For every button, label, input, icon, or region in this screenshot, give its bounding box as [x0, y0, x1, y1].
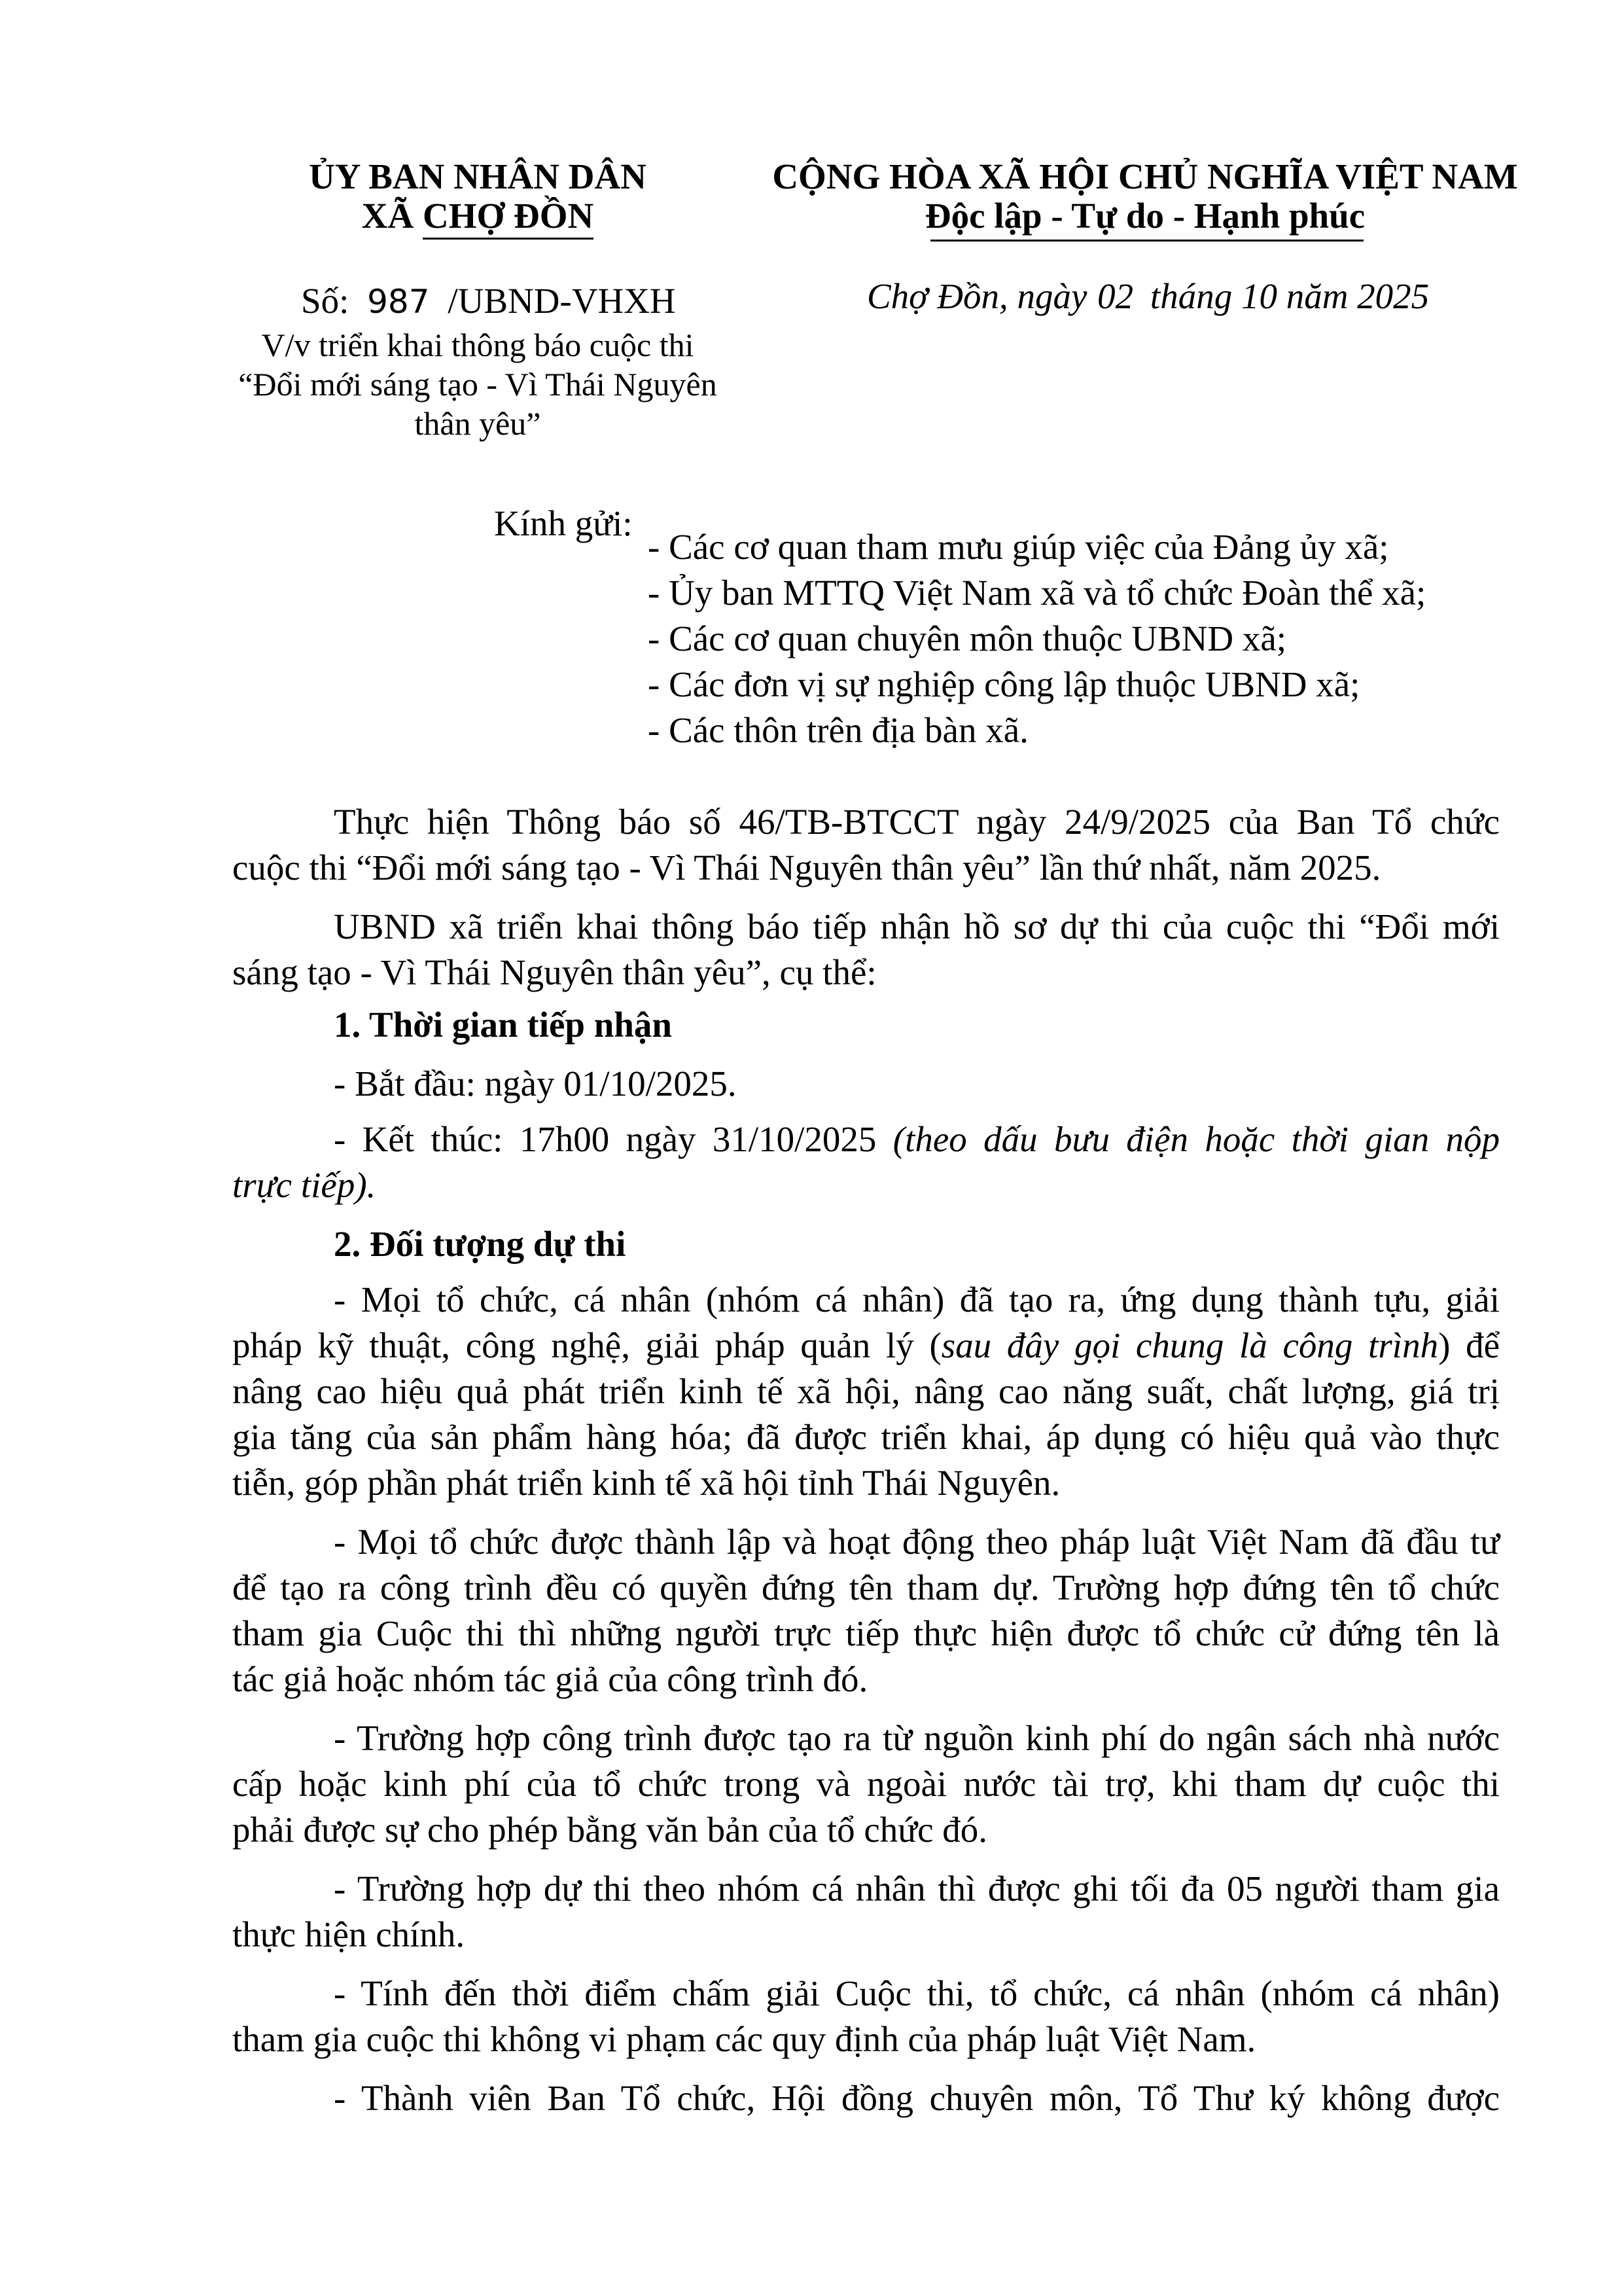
- section-1-start: - Bắt đầu: ngày 01/10/2025.: [334, 1064, 737, 1103]
- intro-paragraph-line: Thực hiện Thông báo số 46/TB-BTCCT ngày 24/9/2025 của Ban Tổ chức: [334, 802, 1500, 842]
- paragraph-line: - Trường hợp dự thi theo nhóm cá nhân thì được ghi tối đa 05 người tham gia: [334, 1869, 1500, 1909]
- section-1-end-cont: trực tiếp).: [232, 1165, 376, 1205]
- subject-line-2: “Đổi mới sáng tạo - Vì Thái Nguyên: [238, 366, 717, 403]
- paragraph-line: nâng cao hiệu quả phát triển kinh tế xã hội, nâng cao năng suất, chất lượng, giá trị: [232, 1371, 1500, 1411]
- section-1-end: - Kết thúc: 17h00 ngày 31/10/2025 (theo dấu bưu điện hoặc thời gian nộp: [334, 1119, 1500, 1159]
- paragraph-line: tham gia Cuộc thi thì những người trực tiếp thực hiện được tổ chức cử đứng tên là: [232, 1613, 1500, 1653]
- paragraph-line: - Mọi tổ chức, cá nhân (nhóm cá nhân) đã tạo ra, ứng dụng thành tựu, giải: [334, 1280, 1500, 1319]
- paragraph-line: tác giả hoặc nhóm tác giả của công trình đó.: [232, 1659, 868, 1699]
- recipient-item: - Các cơ quan chuyên môn thuộc UBND xã;: [648, 619, 1287, 658]
- intro-paragraph-line: sáng tạo - Vì Thái Nguyên thân yêu”, cụ thể:: [232, 952, 877, 992]
- paragraph-line: tham gia cuộc thi không vi phạm các quy định của pháp luật Việt Nam.: [232, 2019, 1256, 2059]
- recipient-item: - Ủy ban MTTQ Việt Nam xã và tổ chức Đoàn thể xã;: [648, 573, 1426, 613]
- national-motto: Độc lập - Tự do - Hạnh phúc: [925, 196, 1366, 236]
- commune-name-underlined: CHỢ ĐỒN: [423, 196, 593, 240]
- paragraph-line: - Trường hợp công trình được tạo ra từ nguồn kinh phí do ngân sách nhà nước: [334, 1718, 1500, 1758]
- section-2-heading: 2. Đối tượng dự thi: [334, 1224, 626, 1264]
- paragraph-line: phải được sự cho phép bằng văn bản của tổ chức đó.: [232, 1810, 988, 1850]
- issuing-commune: XÃ CHỢ ĐỒN: [249, 198, 707, 234]
- document-date: Chợ Đồn, ngày 02 tháng 10 năm 2025: [867, 276, 1430, 316]
- recipient-item: - Các đơn vị sự nghiệp công lập thuộc UBND xã;: [648, 664, 1360, 704]
- subject-line-3: thân yêu”: [414, 405, 541, 442]
- paragraph-line: cấp hoặc kinh phí của tổ chức trong và ngoài nước tài trợ, khi tham dự cuộc thi: [232, 1764, 1500, 1804]
- recipient-item: - Các cơ quan tham mưu giúp việc của Đảng ủy xã;: [648, 527, 1389, 567]
- national-title: CỘNG HÒA XÃ HỘI CHỦ NGHĨA VIỆT NAM: [772, 156, 1518, 196]
- motto-underline: [930, 240, 1364, 242]
- paragraph-line: để tạo ra công trình đều có quyền đứng tên tham dự. Trường hợp đứng tên tổ chức: [232, 1568, 1500, 1607]
- paragraph-line: thực hiện chính.: [232, 1914, 465, 1954]
- document-number: Số: 987 /UBND-VHXH: [301, 281, 676, 321]
- issuing-authority: ỦY BAN NHÂN DÂN: [309, 156, 646, 196]
- paragraph-line: tiễn, góp phần phát triển kinh tế xã hội tỉnh Thái Nguyên.: [232, 1463, 1061, 1503]
- intro-paragraph-line: UBND xã triển khai thông báo tiếp nhận hồ sơ dự thi của cuộc thi “Đổi mới: [334, 906, 1500, 946]
- paragraph-line: gia tăng của sản phẩm hàng hóa; đã được triển khai, áp dụng có hiệu quả vào thực: [232, 1417, 1500, 1457]
- subject-line-1: V/v triển khai thông báo cuộc thi: [261, 327, 694, 363]
- recipients-label: Kính gửi:: [494, 503, 633, 543]
- paragraph-line: pháp kỹ thuật, công nghệ, giải pháp quản lý (sau đây gọi chung là công trình) để: [232, 1325, 1500, 1365]
- paragraph-line: - Mọi tổ chức được thành lập và hoạt động theo pháp luật Việt Nam đã đầu tư: [334, 1522, 1500, 1562]
- paragraph-line: - Tính đến thời điểm chấm giải Cuộc thi, tổ chức, cá nhân (nhóm cá nhân): [334, 1973, 1500, 2013]
- intro-paragraph-line: cuộc thi “Đổi mới sáng tạo - Vì Thái Nguyên thân yêu” lần thứ nhất, năm 2025.: [232, 848, 1381, 888]
- recipient-item: - Các thôn trên địa bàn xã.: [648, 710, 1029, 750]
- paragraph-line: - Thành viên Ban Tổ chức, Hội đồng chuyên môn, Tổ Thư ký không được: [334, 2078, 1500, 2118]
- section-1-heading: 1. Thời gian tiếp nhận: [334, 1005, 672, 1045]
- date-day: 02: [1097, 276, 1134, 316]
- document-number-value: 987: [367, 283, 430, 321]
